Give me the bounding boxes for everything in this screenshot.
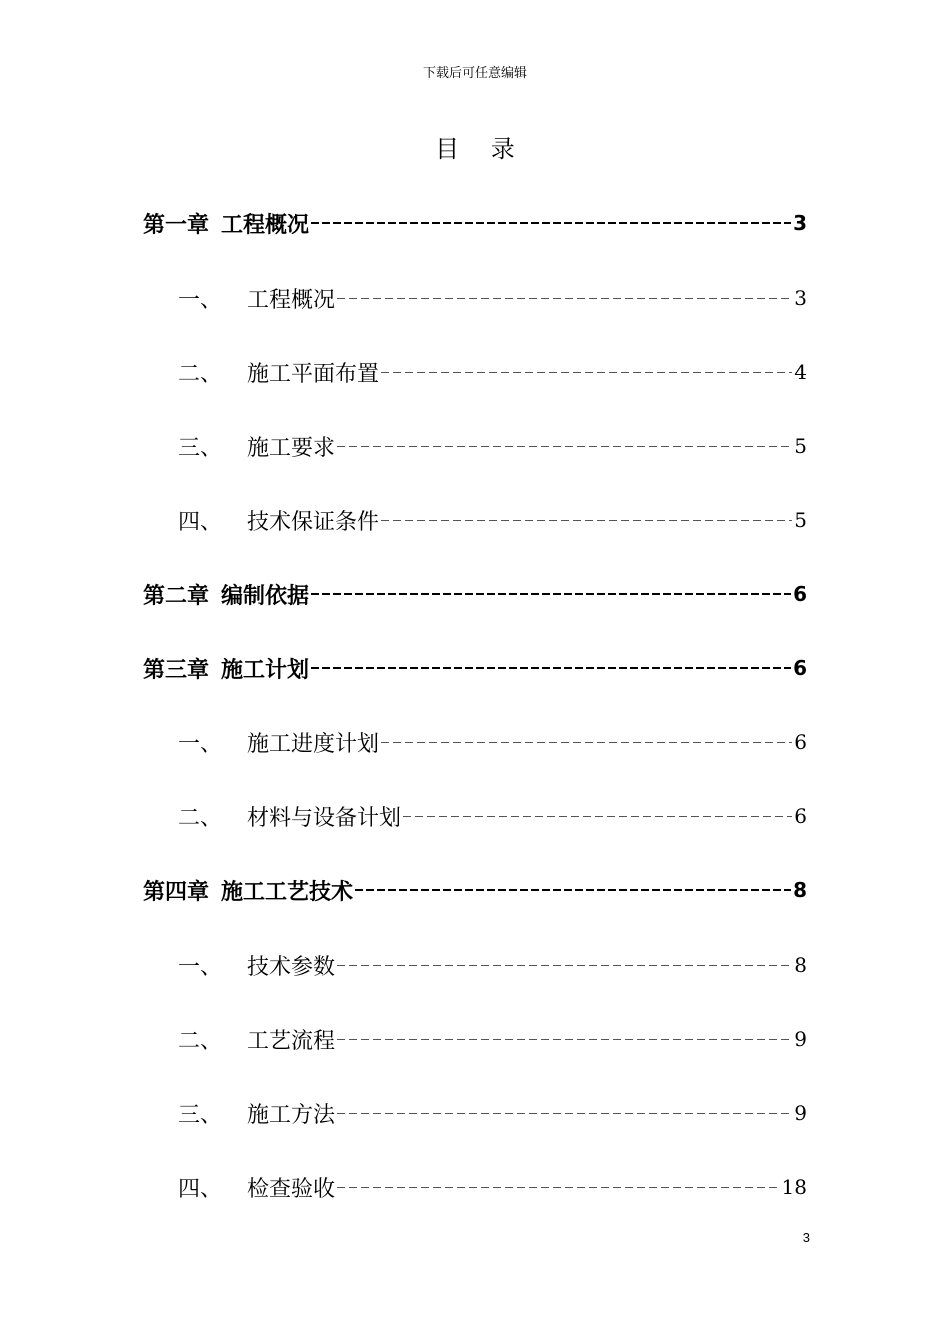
toc-entry-label: 工程概况 xyxy=(247,287,336,313)
toc-entry-chapter-1[interactable] xyxy=(143,208,807,238)
toc-entry-number: 二、 xyxy=(178,805,223,831)
toc-entry-section-1-1[interactable] xyxy=(178,283,807,313)
dot-leader xyxy=(337,1113,792,1114)
toc-entry-number: 三、 xyxy=(178,1102,223,1128)
toc-entry-number: 第二章 xyxy=(143,583,210,609)
toc-entry-section-1-3[interactable] xyxy=(178,431,807,461)
dot-leader xyxy=(403,816,792,817)
toc-entry-page: 8 xyxy=(793,878,807,902)
toc-entry-label: 施工工艺技术 xyxy=(221,879,354,905)
toc-entry-number: 三、 xyxy=(178,435,223,461)
toc-entry-page: 6 xyxy=(793,656,807,680)
toc-entry-number: 二、 xyxy=(178,1028,223,1054)
toc-entry-section-3-1[interactable] xyxy=(178,727,807,757)
toc-entry-page: 8 xyxy=(794,953,807,977)
toc-entry-section-1-2[interactable] xyxy=(178,357,807,387)
toc-entry-page: 9 xyxy=(794,1101,807,1125)
toc-entry-page: 3 xyxy=(793,211,807,235)
dot-leader xyxy=(337,1187,780,1188)
toc-entry-label: 施工计划 xyxy=(221,657,310,683)
dot-leader xyxy=(311,222,791,224)
toc-entry-page: 18 xyxy=(781,1175,807,1199)
toc-entry-number: 一、 xyxy=(178,954,223,980)
toc-entry-page: 3 xyxy=(794,286,807,310)
toc-entry-label: 施工进度计划 xyxy=(247,731,380,757)
toc-entry-section-4-1[interactable] xyxy=(178,950,807,980)
dot-leader xyxy=(381,520,792,521)
dot-leader xyxy=(337,298,792,299)
toc-entry-section-4-2[interactable] xyxy=(178,1024,807,1054)
dot-leader xyxy=(311,593,791,595)
toc-entry-number: 第一章 xyxy=(143,212,210,238)
toc-entry-number: 一、 xyxy=(178,731,223,757)
toc-entry-label: 施工平面布置 xyxy=(247,361,380,387)
toc-entry-chapter-4[interactable] xyxy=(143,875,807,905)
toc-entry-page: 5 xyxy=(794,434,807,458)
toc-entry-section-1-4[interactable] xyxy=(178,505,807,535)
toc-entry-label: 编制依据 xyxy=(221,583,310,609)
dot-leader xyxy=(337,1039,792,1040)
toc-entry-section-4-4[interactable] xyxy=(178,1172,807,1202)
toc-entry-number: 二、 xyxy=(178,361,223,387)
dot-leader xyxy=(337,446,792,447)
toc-entry-number: 第四章 xyxy=(143,879,210,905)
dot-leader xyxy=(381,372,792,373)
toc-entry-number: 四、 xyxy=(178,1176,223,1202)
toc-entry-page: 6 xyxy=(793,582,807,606)
dot-leader xyxy=(311,667,791,669)
toc-entry-page: 6 xyxy=(794,730,807,754)
toc-entry-section-3-2[interactable] xyxy=(178,801,807,831)
toc-entry-label: 工艺流程 xyxy=(247,1028,336,1054)
toc-title: 目 录 xyxy=(435,135,527,163)
toc-entry-label: 技术参数 xyxy=(247,954,336,980)
toc-entry-number: 四、 xyxy=(178,509,223,535)
dot-leader xyxy=(355,889,791,891)
toc-entry-chapter-2[interactable] xyxy=(143,579,807,609)
toc-entry-label: 检查验收 xyxy=(247,1176,336,1202)
toc-entry-label: 施工方法 xyxy=(247,1102,336,1128)
toc-entry-number: 第三章 xyxy=(143,657,210,683)
dot-leader xyxy=(381,742,792,743)
toc-entry-chapter-3[interactable] xyxy=(143,653,807,683)
toc-entry-label: 材料与设备计划 xyxy=(247,805,402,831)
toc-entry-number: 一、 xyxy=(178,287,223,313)
toc-entry-label: 施工要求 xyxy=(247,435,336,461)
toc-entry-page: 5 xyxy=(794,508,807,532)
page-number: 3 xyxy=(802,1230,810,1245)
page-header: 下载后可任意编辑 xyxy=(422,66,527,81)
toc-entry-page: 6 xyxy=(794,804,807,828)
toc-entry-section-4-3[interactable] xyxy=(178,1098,807,1128)
toc-entry-page: 4 xyxy=(794,360,807,384)
toc-entry-page: 9 xyxy=(794,1027,807,1051)
toc-entry-label: 技术保证条件 xyxy=(247,509,380,535)
toc-entry-label: 工程概况 xyxy=(221,212,310,238)
dot-leader xyxy=(337,965,792,966)
